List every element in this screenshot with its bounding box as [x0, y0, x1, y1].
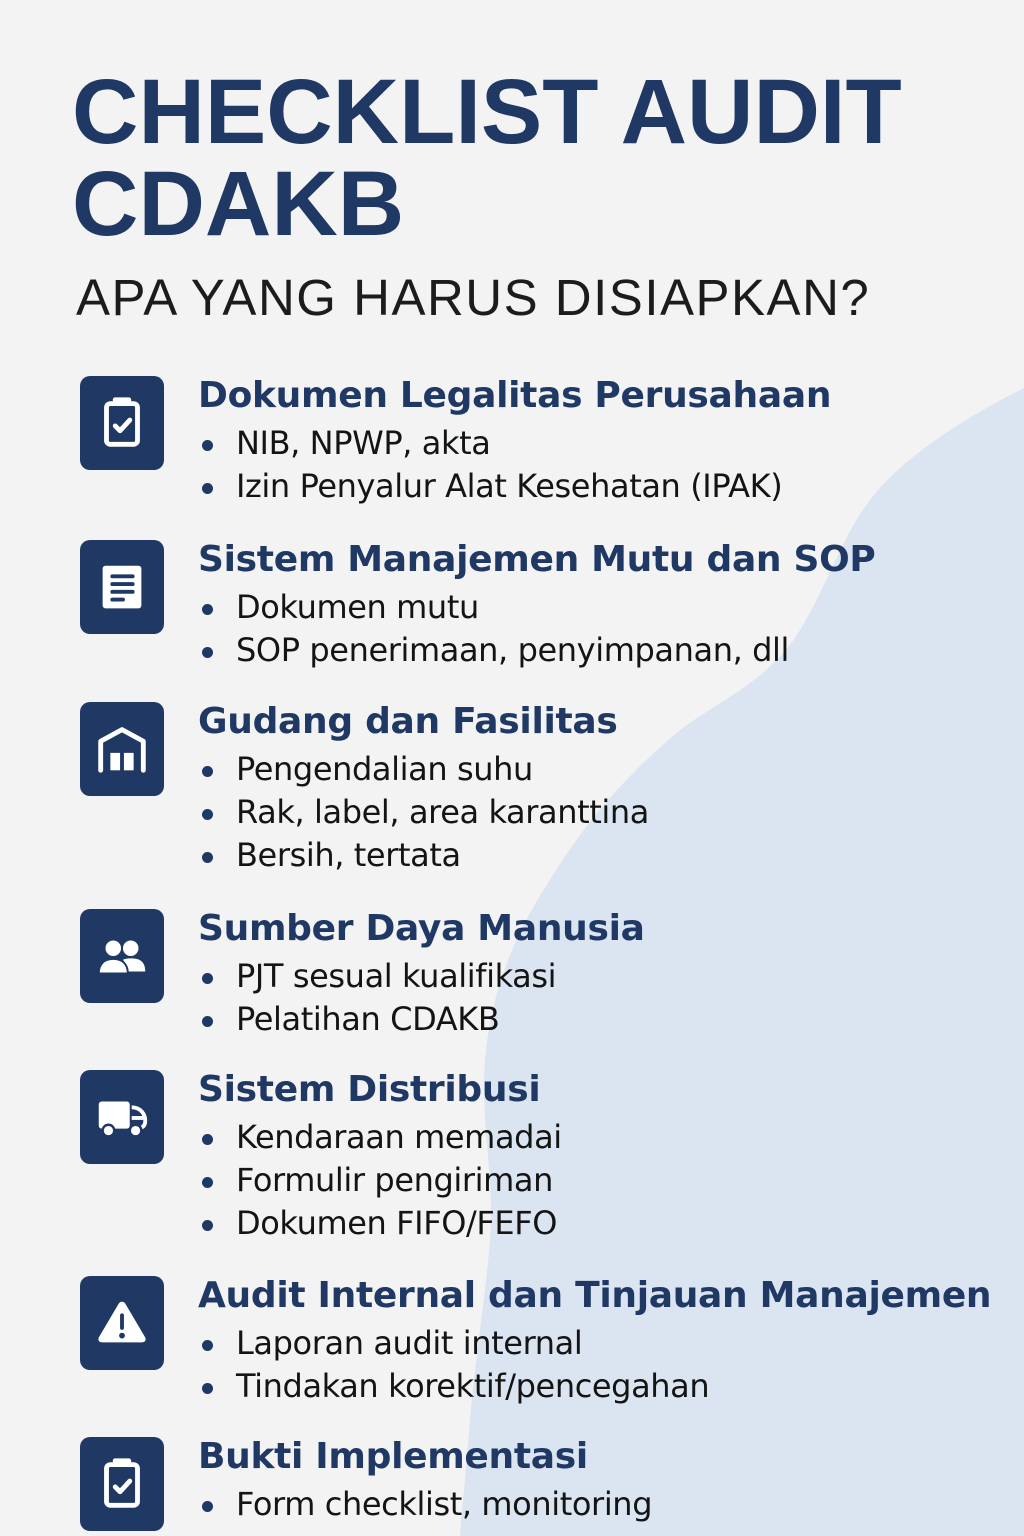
list-item: Bersih, tertata [198, 834, 649, 877]
bullet-icon [202, 973, 213, 984]
bullet-icon [202, 1501, 213, 1512]
bullet-icon [202, 1134, 213, 1145]
list-item: Formulir pengiriman [198, 1159, 562, 1202]
clipboard-check-icon [80, 1437, 164, 1531]
list-item: PJT sesual kualifikasi [198, 955, 645, 998]
list-item: NIB, NPWP, akta [198, 422, 831, 465]
list-item: Dokumen mutu [198, 586, 876, 629]
bullet-icon [202, 809, 213, 820]
clipboard-check-icon [80, 376, 164, 470]
bullet-icon [202, 440, 213, 451]
list-item: Form checklist, monitoring [198, 1483, 652, 1526]
bullet-icon [202, 483, 213, 494]
bullet-icon [202, 852, 213, 863]
bullet-icon [202, 766, 213, 777]
bullet-icon [202, 1016, 213, 1027]
users-icon [80, 909, 164, 1003]
list-item: Izin Penyalur Alat Kesehatan (IPAK) [198, 465, 831, 508]
bullet-icon [202, 604, 213, 615]
list-item: Laporan audit internal [198, 1322, 991, 1365]
document-lines-icon [80, 540, 164, 634]
truck-icon [80, 1070, 164, 1164]
list-item: Pengendalian suhu [198, 748, 649, 791]
warehouse-icon [80, 702, 164, 796]
section-title: Dokumen Legalitas Perusahaan [198, 375, 832, 416]
section-title: Gudang dan Fasilitas [198, 701, 618, 742]
list-item: Dokumen FIFO/FEFO [198, 1202, 562, 1245]
list-item: Rak, label, area karanttina [198, 791, 649, 834]
bullet-icon [202, 1177, 213, 1188]
list-item: Tindakan korektif/pencegahan [198, 1365, 991, 1408]
section-title: Audit Internal dan Tinjauan Manajemen [198, 1275, 992, 1316]
bullet-icon [202, 1383, 213, 1394]
page-subtitle: APA YANG HARUS DISIAPKAN? [76, 269, 871, 326]
section-title: Sistem Manajemen Mutu dan SOP [198, 539, 876, 580]
list-item: SOP penerimaan, penyimpanan, dll [198, 629, 876, 672]
list-item: Pelatihan CDAKB [198, 998, 645, 1041]
page-title: CHECKLIST AUDIT CDAKB [72, 61, 902, 255]
bullet-icon [202, 1220, 213, 1231]
bullet-icon [202, 647, 213, 658]
warning-icon [80, 1276, 164, 1370]
section-title: Bukti Implementasi [198, 1436, 588, 1477]
section-title: Sistem Distribusi [198, 1069, 541, 1110]
section-title: Sumber Daya Manusia [198, 908, 645, 949]
list-item: Kendaraan memadai [198, 1116, 562, 1159]
bullet-icon [202, 1340, 213, 1351]
